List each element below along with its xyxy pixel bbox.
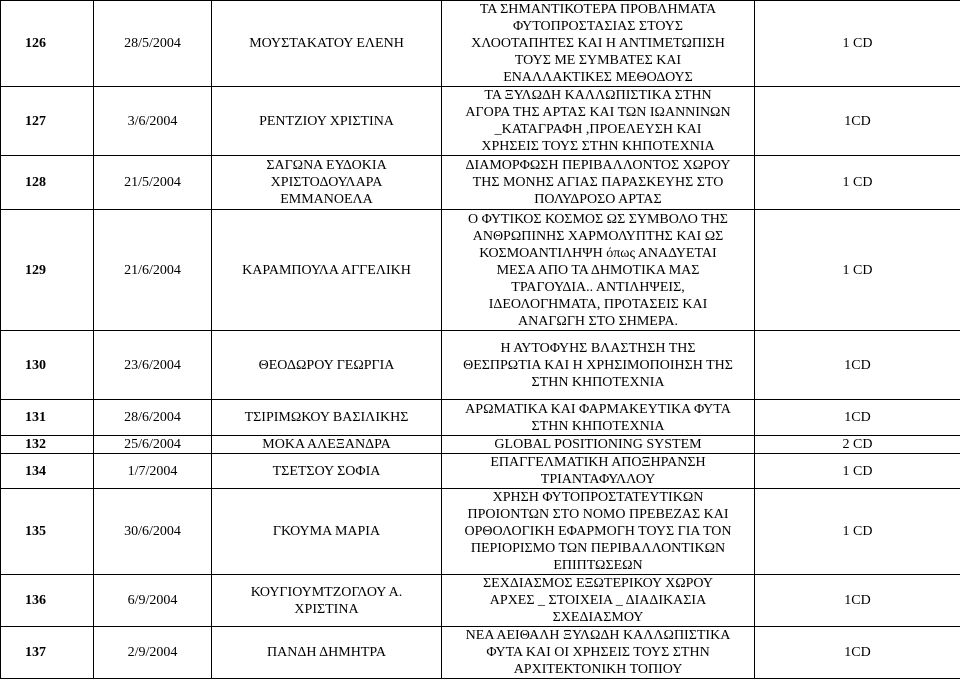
thesis-title — [442, 627, 755, 679]
student-name-line: ΤΣΙΡΙΜΩΚΟΥ ΒΑΣΙΛΙΚΗΣ — [244, 410, 409, 425]
student-name-line: ΧΡΙΣΤΙΝΑ — [294, 601, 359, 617]
thesis-title-line: ΑΝΘΡΩΠΙΝΗΣ ΧΑΡΜΟΛΥΠΤΗΣ ΚΑΙ ΩΣ — [472, 228, 724, 244]
row-date: 1/7/2004 — [94, 454, 212, 489]
thesis-title-line: ΧΡΗΣΗ ΦΥΤΟΠΡΟΣΤΑΤΕΥΤΙΚΩΝ — [492, 490, 704, 505]
thesis-title-line: ΑΡΧΕΣ _ ΣΤΟΙΧΕΙΑ _ ΔΙΑΔΙΚΑΣΙΑ — [489, 593, 707, 608]
row-date: 21/6/2004 — [94, 210, 212, 331]
row-number: 126 — [1, 1, 94, 87]
row-date: 25/6/2004 — [94, 436, 212, 454]
row-number: 136 — [1, 575, 94, 627]
thesis-title-line: ΤΟΥΣ ΜΕ ΣΥΜΒΑΤΕΣ ΚΑΙ — [514, 53, 682, 68]
student-name-line: ΚΟΥΓΙΟΥΜΤΖΟΓΛΟΥ Α. — [250, 584, 403, 600]
media-count: 1CD — [755, 331, 960, 400]
table-row — [1, 1, 960, 87]
row-date: 28/6/2004 — [94, 400, 212, 436]
thesis-title-line: ΦΥΤΑ ΚΑΙ ΟΙ ΧΡΗΣΕΙΣ ΤΟΥΣ ΣΤΗΝ — [486, 645, 710, 660]
thesis-title — [442, 156, 755, 210]
thesis-title-line: ΕΠΑΓΓΕΛΜΑΤΙΚΗ ΑΠΟΞΗΡΑΝΣΗ — [490, 455, 706, 470]
table-row — [1, 436, 960, 454]
thesis-title — [442, 210, 755, 331]
thesis-title-line: ΟΡΘΟΛΟΓΙΚΗ ΕΦΑΡΜΟΓΗ ΤΟΥΣ ΓΙΑ ΤΟΝ — [464, 524, 732, 539]
thesis-title — [442, 436, 755, 454]
student-name — [212, 454, 442, 489]
thesis-title-line: ΦΥΤΟΠΡΟΣΤΑΣΙΑΣ ΣΤΟΥΣ — [512, 19, 684, 34]
student-name-line: ΚΑΡΑΜΠΟΥΛΑ ΑΓΓΕΛΙΚΗ — [242, 262, 411, 278]
media-count: 1CD — [755, 87, 960, 156]
student-name-line: ΣΑΓΩΝΑ ΕΥΔΟΚΙΑ — [266, 158, 387, 173]
thesis-title-line: ΤΡΑΓΟΥΔΙΑ.. ΑΝΤΙΛΗΨΕΙΣ, — [511, 279, 685, 295]
student-name-line: ΤΣΕΤΣΟΥ ΣΟΦΙΑ — [272, 463, 381, 479]
student-name — [212, 210, 442, 331]
row-number: 135 — [1, 489, 94, 575]
thesis-title — [442, 331, 755, 400]
thesis-title-line: GLOBAL POSITIONING SYSTEM — [494, 437, 702, 452]
table-body — [1, 1, 960, 679]
table-row — [1, 454, 960, 489]
table-row — [1, 627, 960, 679]
thesis-title — [442, 489, 755, 575]
media-count: 2 CD — [755, 436, 960, 454]
row-date: 2/9/2004 — [94, 627, 212, 679]
table-row — [1, 87, 960, 156]
thesis-title-line: ΙΔΕΟΛΟΓΗΜΑΤΑ, ΠΡΟΤΑΣΕΙΣ ΚΑΙ — [488, 296, 708, 312]
thesis-title-line: ΕΠΙΠΤΩΣΕΩΝ — [553, 558, 643, 573]
table-row — [1, 489, 960, 575]
student-name — [212, 331, 442, 400]
row-number: 132 — [1, 436, 94, 454]
thesis-title-line: ΑΡΩΜΑΤΙΚΑ ΚΑΙ ΦΑΡΜΑΚΕΥΤΙΚΑ ΦΥΤΑ — [465, 401, 731, 417]
thesis-title-line: ΠΕΡΙΟΡΙΣΜΟ ΤΩΝ ΠΕΡΙΒΑΛΛΟΝΤΙΚΩΝ — [470, 541, 726, 556]
table-row — [1, 331, 960, 400]
thesis-title — [442, 1, 755, 87]
thesis-title-line: ΧΡΗΣΕΙΣ ΤΟΥΣ ΣΤΗΝ ΚΗΠΟΤΕΧΝΙΑ — [481, 139, 715, 154]
table-row — [1, 156, 960, 210]
thesis-title-line: ΔΙΑΜΟΡΦΩΣΗ ΠΕΡΙΒΑΛΛΟΝΤΟΣ ΧΩΡΟΥ — [465, 158, 731, 173]
student-name-line: ΠΑΝΔΗ ΔΗΜΗΤΡΑ — [266, 645, 387, 660]
student-name — [212, 87, 442, 156]
thesis-title-line: ΝΕΑ ΑΕΙΘΑΛΗ ΞΥΛΩΔΗ ΚΑΛΛΩΠΙΣΤΙΚΑ — [465, 628, 731, 643]
student-name — [212, 156, 442, 210]
thesis-title-line: ΣΤΗΝ ΚΗΠΟΤΕΧΝΙΑ — [531, 418, 665, 434]
table-row — [1, 575, 960, 627]
thesis-title-line: ΣΧΕΔΙΑΣΜΟΥ — [552, 610, 644, 625]
row-number: 131 — [1, 400, 94, 436]
student-name-line: ΜΟΥΣΤΑΚΑΤΟΥ ΕΛΕΝΗ — [249, 36, 404, 51]
student-name — [212, 436, 442, 454]
thesis-title-line: ΣΕΧΔΙΑΣΜΟΣ ΕΞΩΤΕΡΙΚΟΥ ΧΩΡΟΥ — [483, 576, 713, 591]
media-count: 1CD — [755, 575, 960, 627]
thesis-title-line: ΘΕΣΠΡΩΤΙΑ ΚΑΙ Η ΧΡΗΣΙΜΟΠΟΙΗΣΗ ΤΗΣ — [463, 357, 733, 373]
thesis-title-line: ΤΑ ΣΗΜΑΝΤΙΚΟΤΕΡΑ ΠΡΟΒΛΗΜΑΤΑ — [479, 2, 717, 17]
row-date: 6/9/2004 — [94, 575, 212, 627]
media-count: 1 CD — [755, 454, 960, 489]
row-date: 28/5/2004 — [94, 1, 212, 87]
thesis-title-line: ΕΝΑΛΛΑΚΤΙΚΕΣ ΜΕΘΟΔΟΥΣ — [503, 70, 693, 85]
thesis-title-line: ΤΗΣ ΜΟΝΗΣ ΑΓΙΑΣ ΠΑΡΑΣΚΕΥΗΣ ΣΤΟ — [472, 175, 724, 190]
student-name — [212, 400, 442, 436]
media-count: 1 CD — [755, 210, 960, 331]
row-number: 128 — [1, 156, 94, 210]
thesis-title-line: _ΚΑΤΑΓΡΑΦΗ ,ΠΡΟΕΛΕΥΣΗ ΚΑΙ — [494, 122, 702, 137]
thesis-title — [442, 454, 755, 489]
thesis-title-line: ΧΛΟΟΤΑΠΗΤΕΣ ΚΑΙ Η ΑΝΤΙΜΕΤΩΠΙΣΗ — [471, 36, 725, 51]
student-name — [212, 489, 442, 575]
media-count: 1CD — [755, 627, 960, 679]
student-name — [212, 575, 442, 627]
thesis-title-line: ΑΓΟΡΑ ΤΗΣ ΑΡΤΑΣ ΚΑΙ ΤΩΝ ΙΩΑΝΝΙΝΩΝ — [465, 105, 731, 120]
student-name — [212, 627, 442, 679]
row-number: 134 — [1, 454, 94, 489]
media-count: 1 CD — [755, 1, 960, 87]
thesis-title-line: ΠΟΛΥΔΡΟΣΟ ΑΡΤΑΣ — [534, 192, 662, 207]
thesis-title-line: Ο ΦΥΤΙΚΟΣ ΚΟΣΜΟΣ ΩΣ ΣΥΜΒΟΛΟ ΤΗΣ — [468, 211, 728, 227]
row-date: 21/5/2004 — [94, 156, 212, 210]
student-name-line: ΕΜΜΑΝΟΕΛΑ — [280, 192, 373, 207]
media-count: 1CD — [755, 400, 960, 436]
media-count: 1 CD — [755, 156, 960, 210]
thesis-title-line: ΤΡΙΑΝΤΑΦΥΛΛΟΥ — [540, 472, 656, 487]
thesis-title-line: ΠΡΟΙΟΝΤΩΝ ΣΤΟ ΝΟΜΟ ΠΡΕΒΕΖΑΣ ΚΑΙ — [467, 507, 729, 522]
table-row — [1, 210, 960, 331]
student-name — [212, 1, 442, 87]
student-name-line: ΡΕΝΤΖΙΟΥ ΧΡΙΣΤΙΝΑ — [259, 113, 394, 129]
thesis-title-line: ΣΤΗΝ ΚΗΠΟΤΕΧΝΙΑ — [531, 374, 665, 390]
row-date: 3/6/2004 — [94, 87, 212, 156]
row-date: 23/6/2004 — [94, 331, 212, 400]
table-row — [1, 400, 960, 436]
thesis-title — [442, 400, 755, 436]
student-name-line: ΘΕΟΔΩΡΟΥ ΓΕΩΡΓΙΑ — [258, 357, 395, 373]
thesis-title-line: ΤΑ ΞΥΛΩΔΗ ΚΑΛΛΩΠΙΣΤΙΚΑ ΣΤΗΝ — [484, 88, 712, 103]
thesis-title-line: Η ΑΥΤΟΦΥΗΣ ΒΛΑΣΤΗΣΗ ΤΗΣ — [500, 340, 696, 356]
row-number: 137 — [1, 627, 94, 679]
thesis-title-line: ΑΝΑΓΩΓΗ ΣΤΟ ΣΗΜΕΡΑ. — [518, 313, 678, 329]
thesis-title — [442, 575, 755, 627]
row-number: 130 — [1, 331, 94, 400]
thesis-title — [442, 87, 755, 156]
student-name-line: ΜΟΚΑ ΑΛΕΞΑΝΔΡΑ — [262, 437, 391, 452]
row-date: 30/6/2004 — [94, 489, 212, 575]
student-name-line: ΧΡΙΣΤΟΔΟΥΛΑΡΑ — [270, 175, 383, 190]
thesis-title-line: ΑΡΧΙΤΕΚΤΟΝΙΚΗ ΤΟΠΙΟΥ — [513, 662, 683, 677]
row-number: 127 — [1, 87, 94, 156]
media-count: 1 CD — [755, 489, 960, 575]
row-number: 129 — [1, 210, 94, 331]
student-name-line: ΓΚΟΥΜΑ ΜΑΡΙΑ — [272, 524, 381, 539]
thesis-title-line: ΚΟΣΜΟΑΝΤΙΛΗΨΗ όπως ΑΝΑΔΥΕΤΑΙ — [479, 245, 717, 261]
thesis-title-line: ΜΕΣΑ ΑΠΟ ΤΑ ΔΗΜΟΤΙΚΑ ΜΑΣ — [496, 262, 700, 278]
